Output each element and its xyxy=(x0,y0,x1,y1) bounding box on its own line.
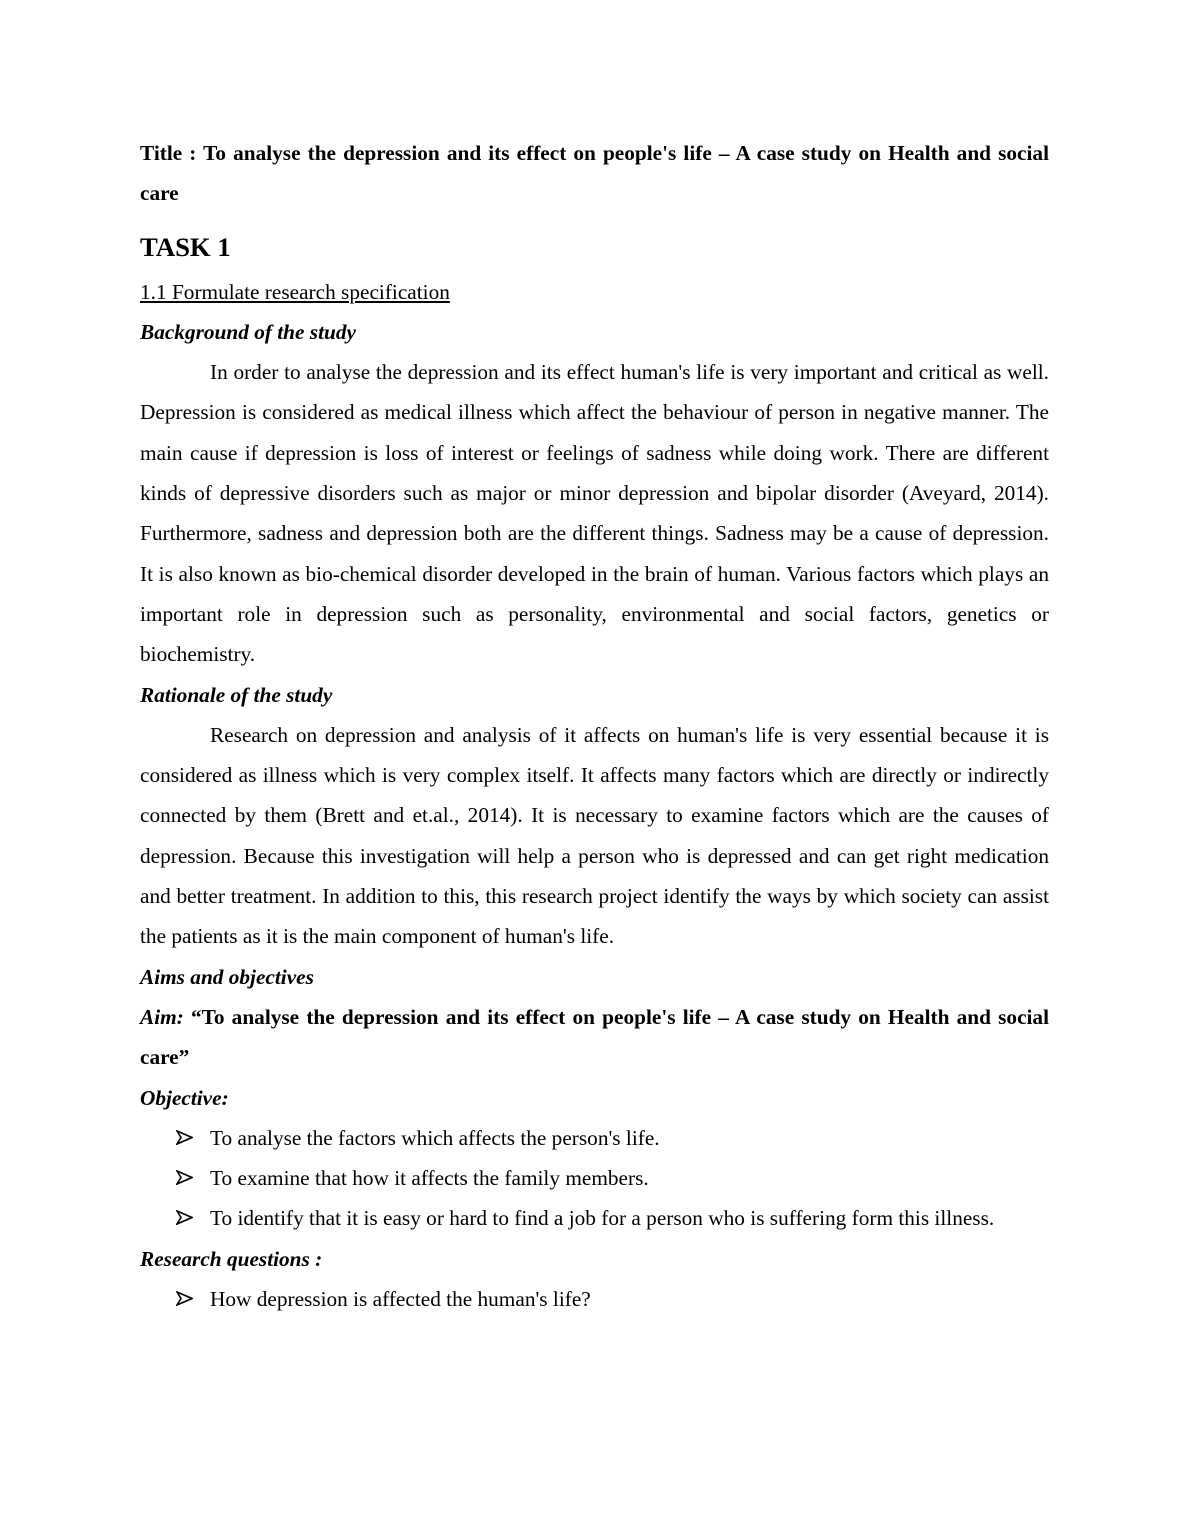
aim-statement xyxy=(140,997,1049,1078)
research-question-text: How depression is affected the human's life? xyxy=(210,1287,591,1312)
arrow-bullet-icon xyxy=(176,1210,193,1225)
subsection-heading: 1.1 Formulate research specification xyxy=(140,279,450,304)
background-heading: Background of the study xyxy=(140,319,356,344)
research-questions-heading: Research questions : xyxy=(140,1246,323,1271)
list-item xyxy=(140,1198,1049,1238)
objective-text: To examine that how it affects the family members. xyxy=(210,1166,649,1191)
objectives-list xyxy=(140,1118,1049,1239)
rationale-paragraph: Research on depression and analysis of it affects on human's life is very essential because it is considered as illness which is very complex itself. It affects many factors which are directly or indirectly connected by them (Brett and et.al., 2014). It is necessary to examine factors which are the causes of depression. Because this investigation will help a person who is depressed and can get right medication and better treatment. In addition to this, this research project identify the ways by which society can assist the patients as it is the main component of human's life. xyxy=(140,722,1049,949)
arrow-bullet-icon xyxy=(176,1130,193,1145)
research-questions-list xyxy=(140,1279,1049,1319)
task-heading: TASK 1 xyxy=(140,231,231,262)
document-page xyxy=(140,133,1049,1319)
aim-text: “To analyse the depression and its effect on people's life – A case study on Health and social care” xyxy=(140,1004,1049,1070)
arrow-bullet-icon xyxy=(176,1170,193,1185)
arrow-bullet-icon xyxy=(176,1291,193,1306)
list-item xyxy=(140,1118,1049,1158)
objective-text: To analyse the factors which affects the person's life. xyxy=(210,1125,660,1150)
list-item xyxy=(140,1279,1049,1319)
objective-heading: Objective: xyxy=(140,1085,229,1110)
aims-heading: Aims and objectives xyxy=(140,964,314,989)
objective-text: To identify that it is easy or hard to find a job for a person who is suffering form this illness. xyxy=(210,1206,995,1231)
background-paragraph: In order to analyse the depression and its effect human's life is very important and critical as well. Depression is considered as medical illness which affect the behaviour of person in negative manner. The main cause if depression is loss of interest or feelings of sadness while doing work. There are different kinds of depressive disorders such as major or minor depression and bipolar disorder (Aveyard, 2014). Furthermore, sadness and depression both are the different things. Sadness may be a cause of depression. It is also known as bio-chemical disorder developed in the brain of human. Various factors which plays an important role in depression such as personality, environmental and social factors, genetics or biochemistry. xyxy=(140,360,1049,667)
aim-label: Aim: xyxy=(140,1004,184,1029)
rationale-heading: Rationale of the study xyxy=(140,682,333,707)
document-title: Title : To analyse the depression and its effect on people's life – A case study on Health and social care xyxy=(140,141,1049,206)
list-item xyxy=(140,1158,1049,1198)
